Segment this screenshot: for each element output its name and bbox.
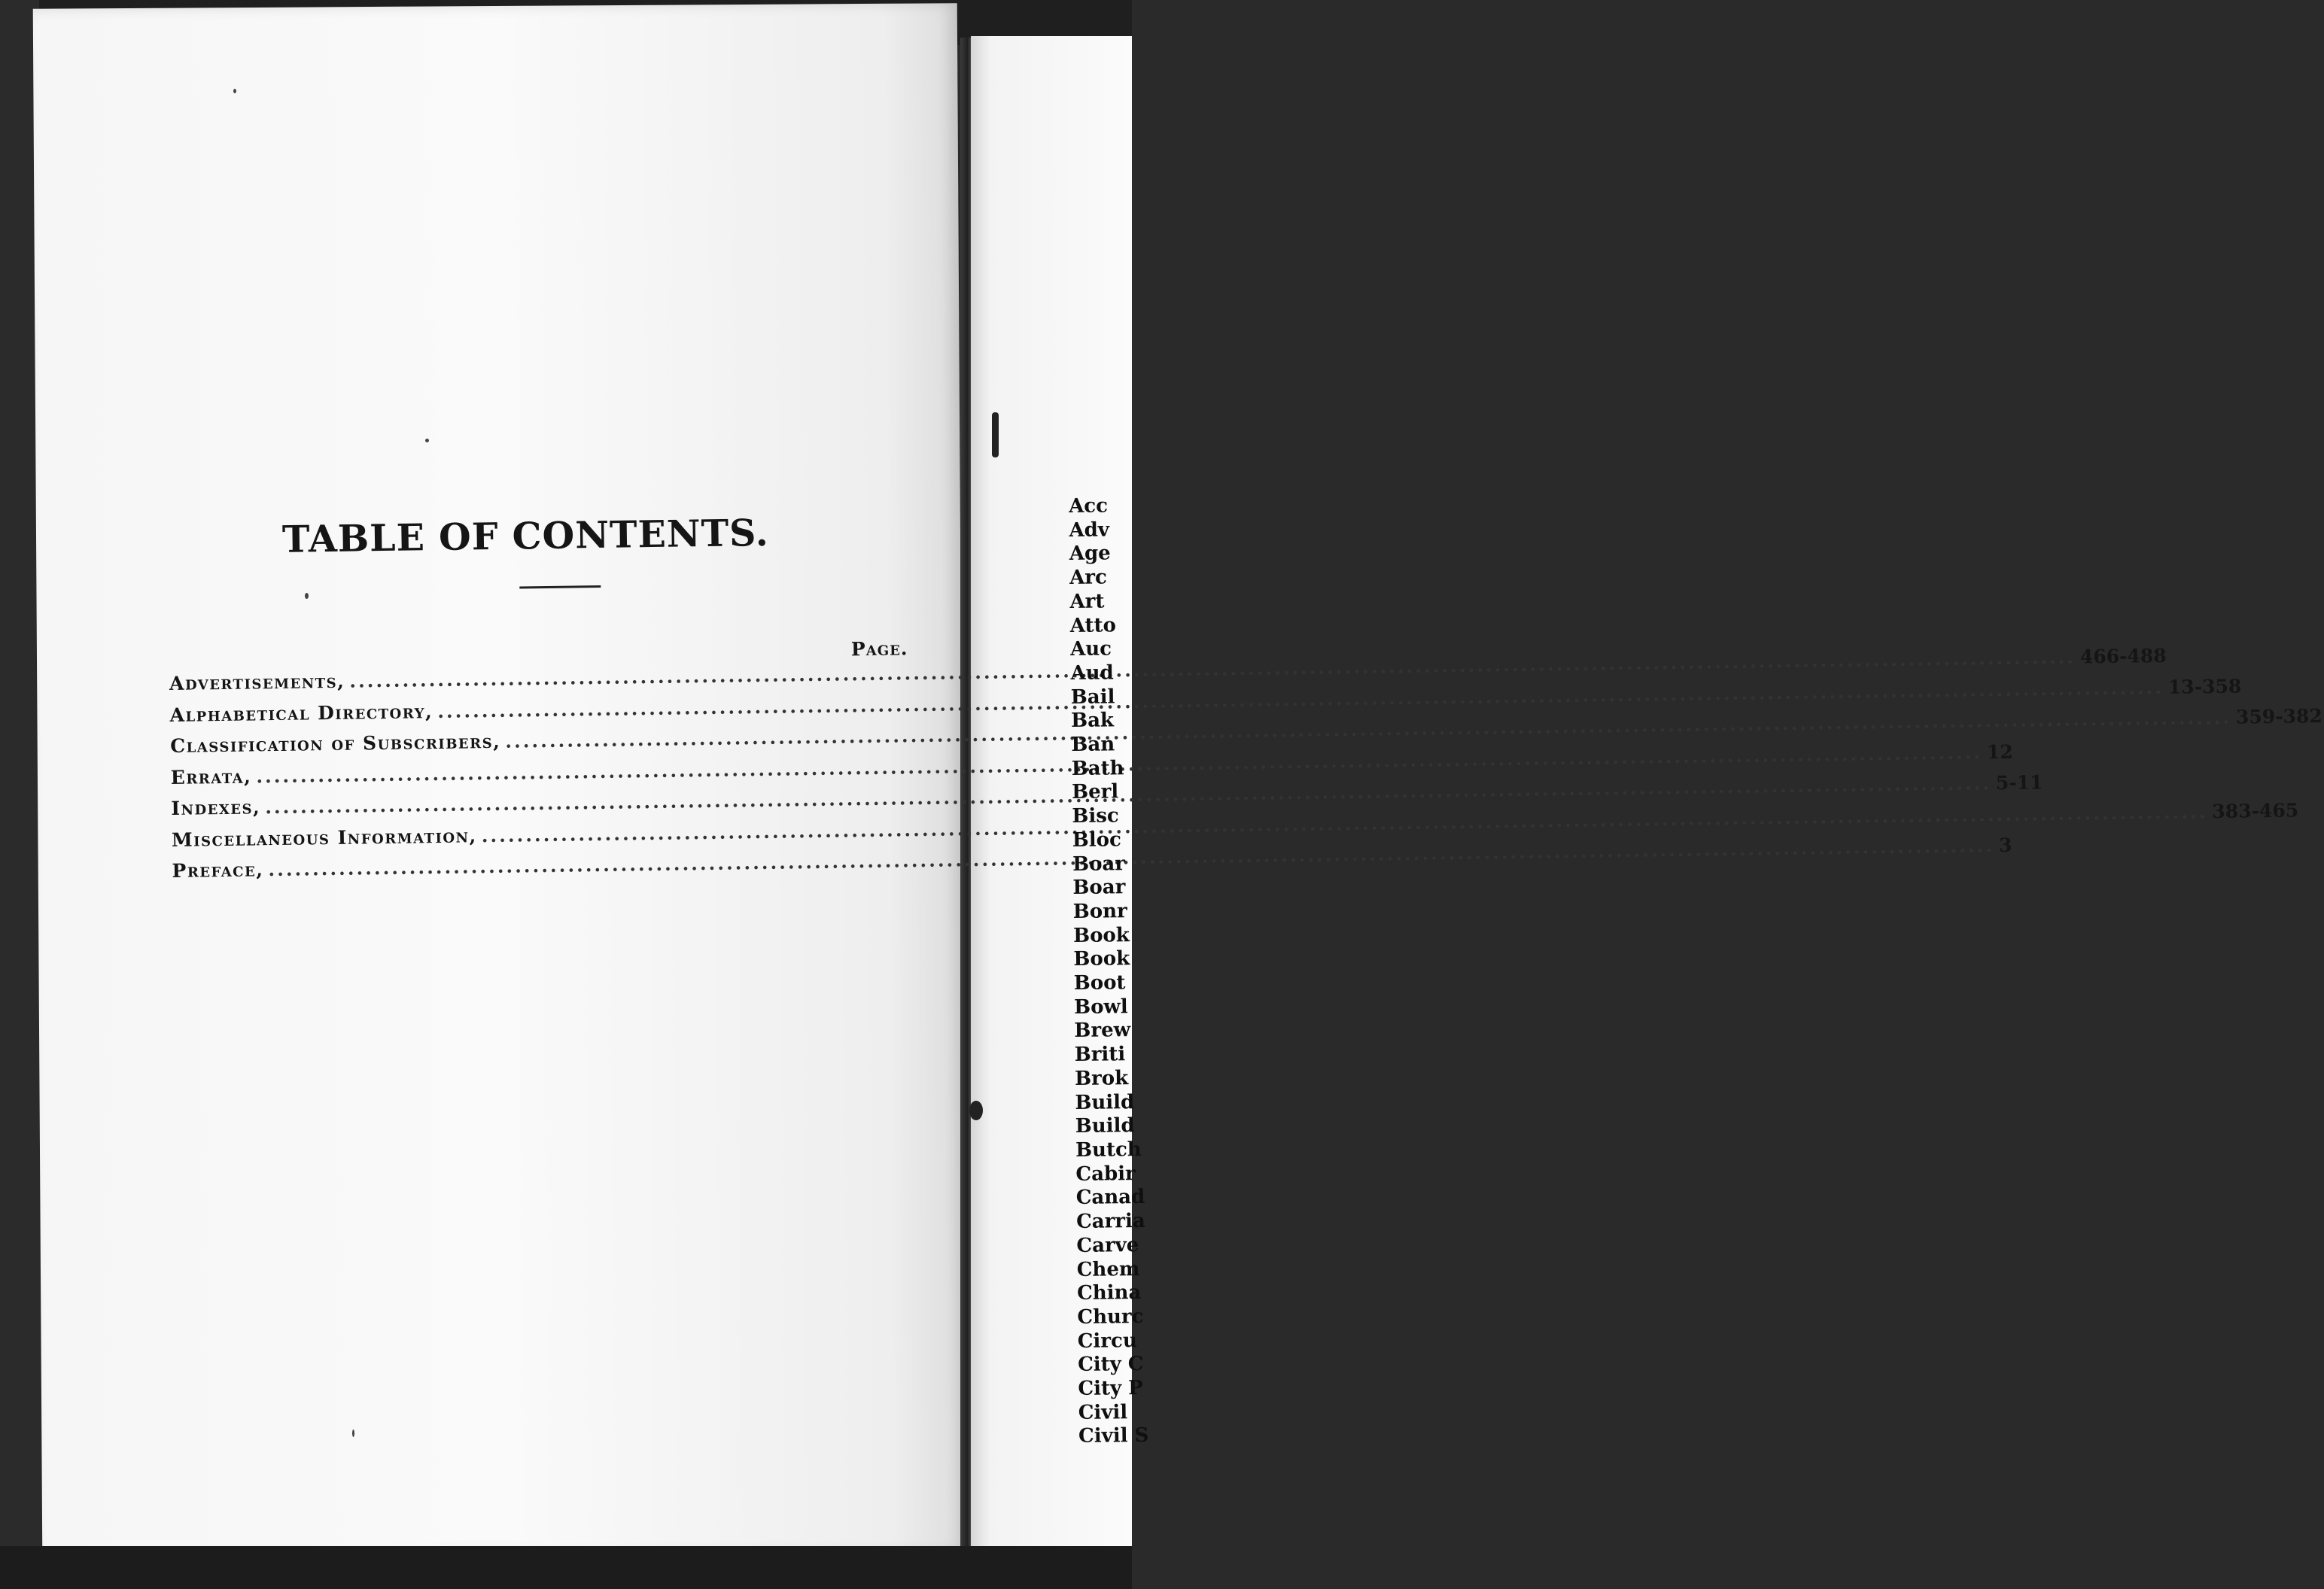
index-fragment: Boar — [1072, 852, 1126, 876]
index-fragment: Aud — [1070, 661, 1114, 685]
dust-speck — [305, 593, 309, 599]
toc-entry-label: Classification of Subscribers, — [170, 730, 501, 757]
index-fragment: Bak — [1070, 709, 1115, 733]
index-fragment: Age — [1069, 542, 1111, 566]
index-fragment: Churc — [1077, 1305, 1144, 1329]
title-rule — [519, 585, 601, 589]
index-fragment: Adv — [1069, 518, 1110, 542]
index-fragment: Civil — [1078, 1400, 1128, 1424]
index-fragment: Art — [1069, 590, 1105, 613]
toc-entry-pages: 12 — [1986, 740, 2014, 763]
dust-speck — [233, 89, 236, 93]
index-fragment: Circu — [1077, 1329, 1137, 1353]
index-fragment: Berl — [1071, 780, 1119, 804]
toc-entry-label: Alphabetical Directory, — [169, 700, 433, 726]
index-fragment: Bloc — [1072, 828, 1121, 852]
reverse-page-show-through: ​ — [569, 321, 570, 360]
toc-entry-label: Errata, — [170, 764, 252, 788]
index-fragment: Acc — [1069, 494, 1109, 518]
index-fragment: Boar — [1072, 876, 1126, 900]
index-fragment: Auc — [1069, 637, 1112, 661]
index-fragment: Arc — [1069, 566, 1108, 590]
index-fragment: Bowl — [1073, 995, 1128, 1019]
index-fragment: Carria — [1075, 1210, 1145, 1234]
index-fragment: Bath — [1071, 756, 1124, 780]
toc-entry-label: Indexes, — [171, 796, 261, 819]
index-fragment: China — [1076, 1281, 1142, 1305]
scan-border-left — [0, 0, 39, 1589]
toc-entry-pages: 5-11 — [1995, 771, 2043, 794]
index-fragment: Canad — [1075, 1186, 1145, 1210]
toc-entry-pages: 13-358 — [2167, 675, 2242, 698]
page-column-heading: Page. — [850, 637, 908, 661]
toc-entry-label: Miscellaneous Information, — [171, 824, 477, 851]
toc-entry-label: Advertisements, — [169, 670, 345, 694]
index-fragment: Butch — [1075, 1138, 1142, 1162]
toc-entry-label: Preface, — [172, 858, 264, 882]
index-fragment: Brok — [1074, 1067, 1129, 1090]
right-page-index-fragments — [1069, 494, 1199, 1449]
index-fragment: Carve — [1076, 1233, 1139, 1257]
index-fragment: Boot — [1073, 971, 1126, 995]
index-fragment: Brew — [1074, 1019, 1131, 1043]
page-title: TABLE OF CONTENTS. — [281, 510, 770, 561]
dust-speck — [992, 412, 999, 457]
index-fragment: Atto — [1069, 613, 1117, 637]
index-fragment: Briti — [1074, 1043, 1126, 1067]
index-fragment: Book — [1073, 947, 1130, 971]
index-fragment: Bail — [1070, 685, 1115, 709]
index-fragment: Build — [1075, 1114, 1135, 1138]
toc-entry-pages: 383-465 — [2212, 798, 2299, 822]
toc-entry-pages: 466-488 — [2079, 644, 2167, 668]
index-fragment: Bisc — [1072, 804, 1119, 828]
index-fragment: Book — [1072, 923, 1130, 947]
index-fragment: Bonr — [1072, 900, 1127, 923]
index-fragment: Cabir — [1075, 1162, 1136, 1186]
dust-speck — [425, 439, 429, 442]
index-fragment: Civil S — [1078, 1424, 1149, 1448]
toc-entry-pages: 3 — [1998, 834, 2012, 857]
index-fragment: City P — [1078, 1377, 1143, 1400]
dust-speck — [352, 1429, 354, 1437]
toc-entry-pages: 359-382 — [2235, 705, 2322, 728]
index-fragment: Build — [1075, 1090, 1135, 1114]
scan-border-bottom — [0, 1546, 1132, 1589]
dust-speck — [969, 1101, 983, 1120]
index-fragment: City C — [1077, 1353, 1144, 1377]
index-fragment: Ban — [1071, 733, 1115, 757]
index-fragment: Chem — [1076, 1257, 1140, 1281]
